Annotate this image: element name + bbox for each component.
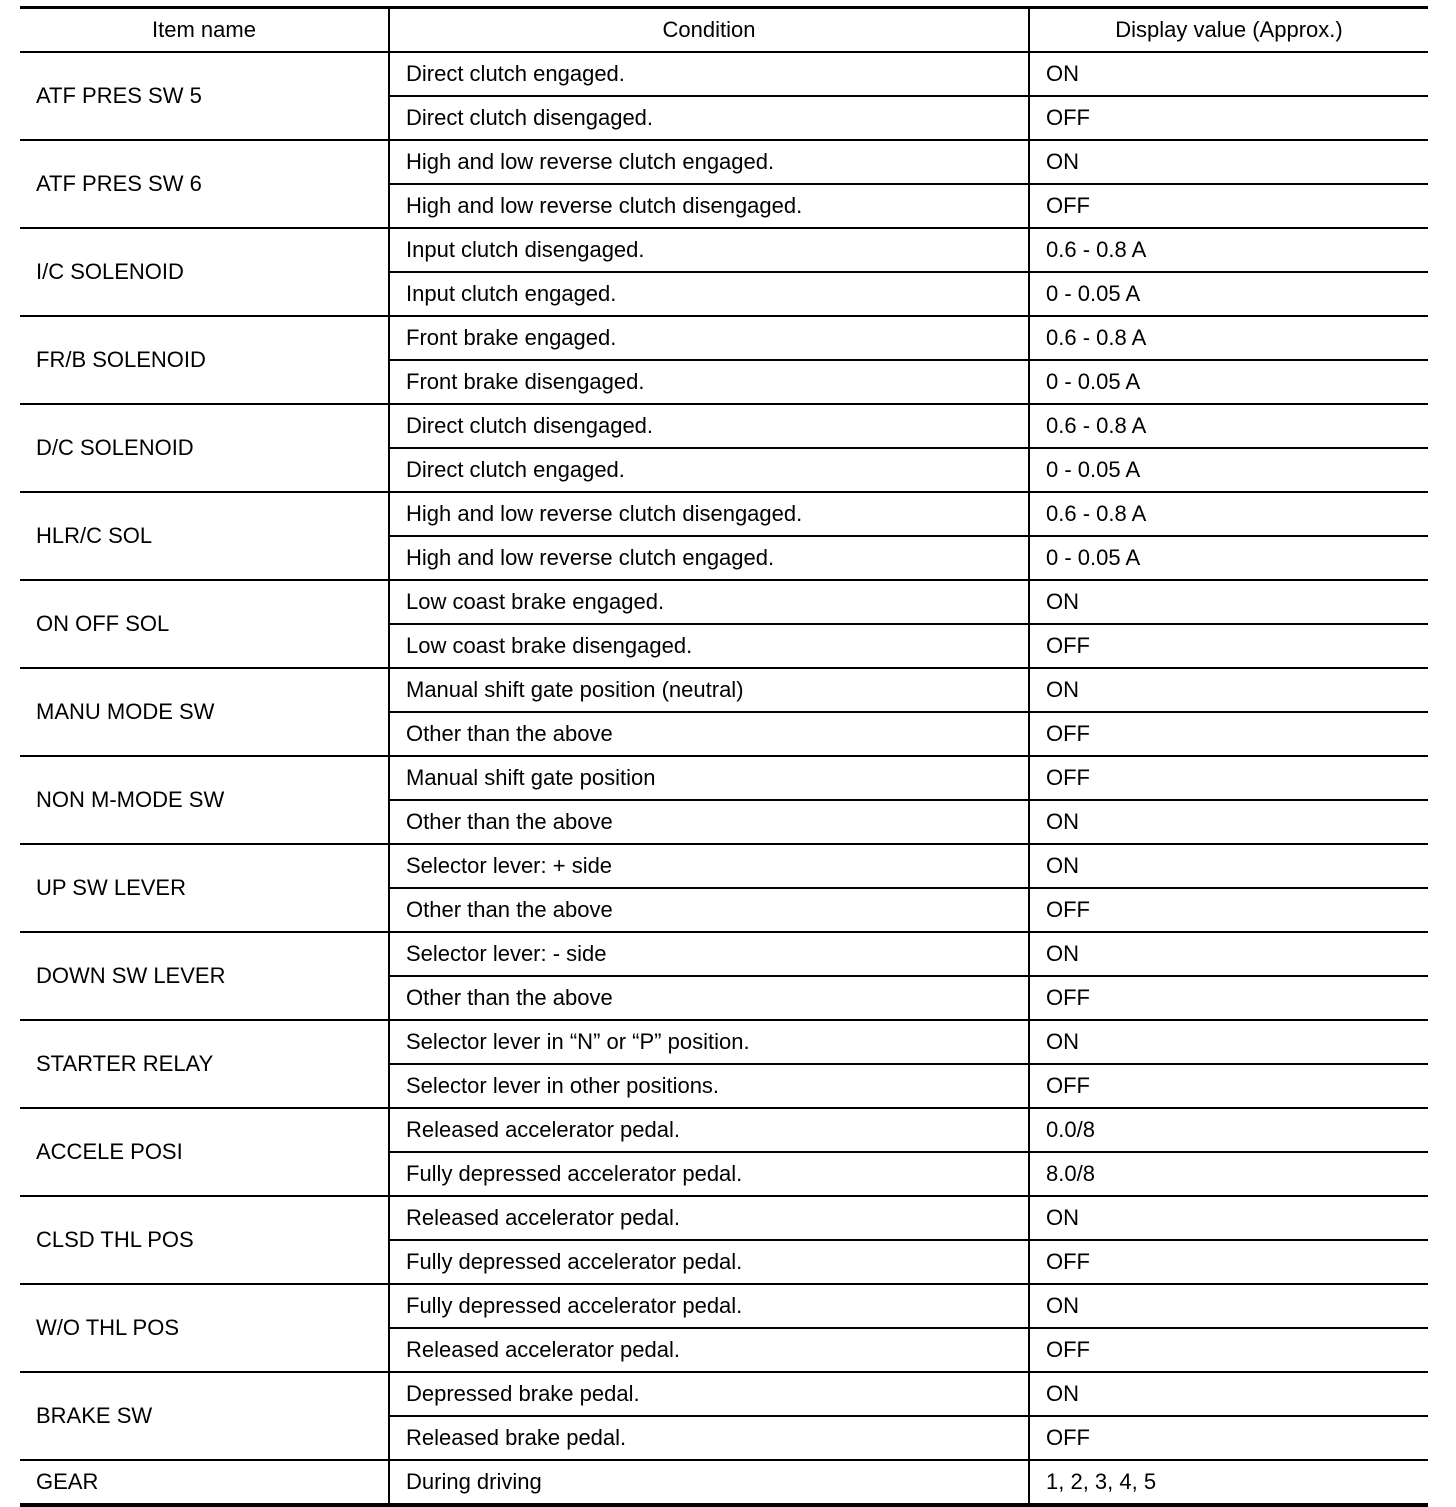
display-value-cell: ON <box>1029 932 1428 976</box>
table-row <box>20 580 1428 624</box>
display-value-cell: OFF <box>1029 756 1428 800</box>
display-value-cell: ON <box>1029 668 1428 712</box>
item-name-cell: STARTER RELAY <box>20 1020 389 1108</box>
item-name-cell: CLSD THL POS <box>20 1196 389 1284</box>
item-name-cell: W/O THL POS <box>20 1284 389 1372</box>
header-row <box>20 8 1428 53</box>
condition-cell: Released accelerator pedal. <box>389 1108 1029 1152</box>
item-name-cell: UP SW LEVER <box>20 844 389 932</box>
condition-cell: Direct clutch engaged. <box>389 52 1029 96</box>
display-value-cell: OFF <box>1029 976 1428 1020</box>
display-value-cell: OFF <box>1029 1416 1428 1460</box>
table-row <box>20 52 1428 96</box>
display-value-cell: ON <box>1029 844 1428 888</box>
condition-cell: Depressed brake pedal. <box>389 1372 1029 1416</box>
condition-cell: Direct clutch disengaged. <box>389 404 1029 448</box>
item-name-cell: MANU MODE SW <box>20 668 389 756</box>
condition-cell: Released accelerator pedal. <box>389 1328 1029 1372</box>
item-name-cell: ATF PRES SW 5 <box>20 52 389 140</box>
condition-cell: Input clutch engaged. <box>389 272 1029 316</box>
display-value-cell: ON <box>1029 52 1428 96</box>
table-row <box>20 756 1428 800</box>
condition-cell: Selector lever in other positions. <box>389 1064 1029 1108</box>
condition-cell: Other than the above <box>389 800 1029 844</box>
display-value-cell: 8.0/8 <box>1029 1152 1428 1196</box>
display-value-cell: ON <box>1029 580 1428 624</box>
condition-cell: Low coast brake engaged. <box>389 580 1029 624</box>
condition-cell: Input clutch disengaged. <box>389 228 1029 272</box>
table-row <box>20 668 1428 712</box>
item-name-cell: DOWN SW LEVER <box>20 932 389 1020</box>
display-value-cell: ON <box>1029 140 1428 184</box>
display-value-cell: OFF <box>1029 184 1428 228</box>
condition-cell: Selector lever: - side <box>389 932 1029 976</box>
condition-cell: Manual shift gate position (neutral) <box>389 668 1029 712</box>
display-value-cell: ON <box>1029 1196 1428 1240</box>
table-row <box>20 932 1428 976</box>
header-condition: Condition <box>389 8 1029 53</box>
display-value-cell: 1, 2, 3, 4, 5 <box>1029 1460 1428 1505</box>
header-display-value: Display value (Approx.) <box>1029 8 1428 53</box>
table-row <box>20 316 1428 360</box>
item-name-cell: NON M-MODE SW <box>20 756 389 844</box>
display-value-cell: 0.6 - 0.8 A <box>1029 316 1428 360</box>
item-name-cell: GEAR <box>20 1460 389 1505</box>
condition-cell: During driving <box>389 1460 1029 1505</box>
item-name-cell: BRAKE SW <box>20 1372 389 1460</box>
table-row <box>20 404 1428 448</box>
item-name-cell: ON OFF SOL <box>20 580 389 668</box>
table-row <box>20 1196 1428 1240</box>
item-name-cell: ACCELE POSI <box>20 1108 389 1196</box>
display-value-cell: 0.0/8 <box>1029 1108 1428 1152</box>
table-header <box>20 8 1428 53</box>
condition-cell: Direct clutch engaged. <box>389 448 1029 492</box>
display-value-cell: 0.6 - 0.8 A <box>1029 404 1428 448</box>
display-value-cell: OFF <box>1029 96 1428 140</box>
display-value-cell: 0 - 0.05 A <box>1029 448 1428 492</box>
condition-cell: Low coast brake disengaged. <box>389 624 1029 668</box>
condition-cell: Manual shift gate position <box>389 756 1029 800</box>
table-row <box>20 140 1428 184</box>
display-value-cell: OFF <box>1029 624 1428 668</box>
table-row <box>20 844 1428 888</box>
condition-cell: High and low reverse clutch disengaged. <box>389 184 1029 228</box>
condition-cell: Front brake engaged. <box>389 316 1029 360</box>
display-value-cell: OFF <box>1029 1328 1428 1372</box>
condition-cell: Selector lever: + side <box>389 844 1029 888</box>
condition-cell: Released brake pedal. <box>389 1416 1029 1460</box>
condition-cell: Fully depressed accelerator pedal. <box>389 1152 1029 1196</box>
table-row <box>20 1284 1428 1328</box>
condition-cell: High and low reverse clutch engaged. <box>389 140 1029 184</box>
item-name-cell: FR/B SOLENOID <box>20 316 389 404</box>
display-value-cell: OFF <box>1029 712 1428 756</box>
table-row <box>20 1108 1428 1152</box>
item-name-cell: HLR/C SOL <box>20 492 389 580</box>
display-value-cell: ON <box>1029 1020 1428 1064</box>
display-value-cell: 0.6 - 0.8 A <box>1029 492 1428 536</box>
display-value-cell: OFF <box>1029 888 1428 932</box>
table-row <box>20 492 1428 536</box>
condition-cell: High and low reverse clutch engaged. <box>389 536 1029 580</box>
display-value-cell: 0 - 0.05 A <box>1029 272 1428 316</box>
condition-cell: Selector lever in “N” or “P” position. <box>389 1020 1029 1064</box>
condition-cell: High and low reverse clutch disengaged. <box>389 492 1029 536</box>
header-item-name: Item name <box>20 8 389 53</box>
display-value-cell: OFF <box>1029 1240 1428 1284</box>
condition-cell: Other than the above <box>389 976 1029 1020</box>
table-body <box>20 52 1428 1505</box>
display-value-cell: ON <box>1029 1372 1428 1416</box>
table-row <box>20 1020 1428 1064</box>
table-row <box>20 228 1428 272</box>
table-row <box>20 1372 1428 1416</box>
item-name-cell: D/C SOLENOID <box>20 404 389 492</box>
condition-cell: Fully depressed accelerator pedal. <box>389 1240 1029 1284</box>
display-value-cell: ON <box>1029 1284 1428 1328</box>
display-value-cell: 0 - 0.05 A <box>1029 536 1428 580</box>
condition-cell: Released accelerator pedal. <box>389 1196 1029 1240</box>
item-name-cell: I/C SOLENOID <box>20 228 389 316</box>
condition-cell: Other than the above <box>389 888 1029 932</box>
item-name-cell: ATF PRES SW 6 <box>20 140 389 228</box>
display-value-cell: OFF <box>1029 1064 1428 1108</box>
display-value-cell: 0 - 0.05 A <box>1029 360 1428 404</box>
condition-cell: Direct clutch disengaged. <box>389 96 1029 140</box>
display-value-cell: 0.6 - 0.8 A <box>1029 228 1428 272</box>
condition-cell: Other than the above <box>389 712 1029 756</box>
table-row <box>20 1460 1428 1505</box>
condition-cell: Front brake disengaged. <box>389 360 1029 404</box>
data-monitor-table <box>20 6 1428 1507</box>
display-value-cell: ON <box>1029 800 1428 844</box>
condition-cell: Fully depressed accelerator pedal. <box>389 1284 1029 1328</box>
